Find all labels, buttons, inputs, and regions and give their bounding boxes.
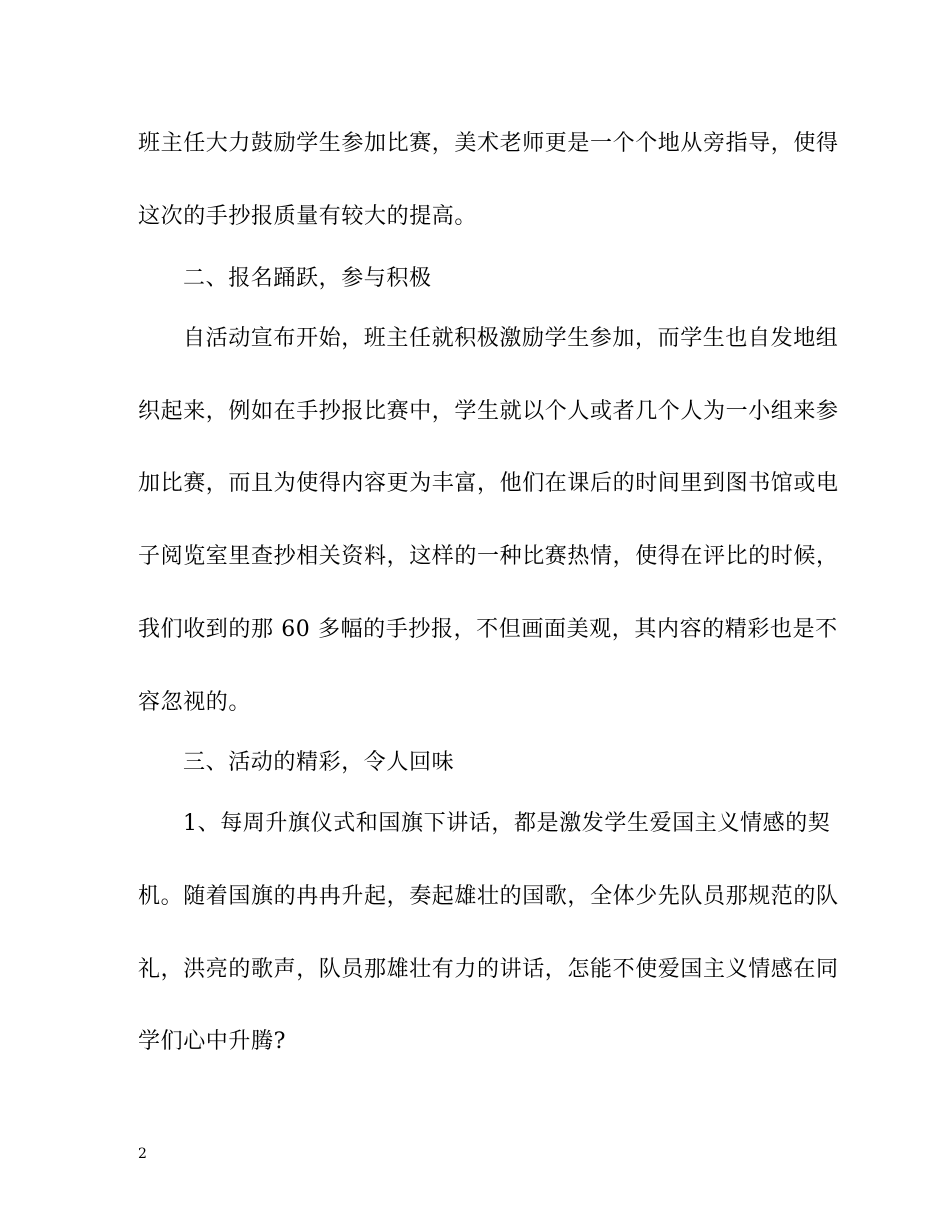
paragraph-line: 容忽视的。 [138, 690, 252, 715]
paragraph-line: 学们心中升腾? [138, 1029, 286, 1054]
paragraph-line: 这次的手抄报质量有较大的提高。 [138, 204, 478, 229]
paragraph-line: 1、每周升旗仪式和国旗下讲话，都是激发学生爱国主义情感的契 [183, 811, 831, 836]
paragraph-line: 机。随着国旗的冉冉升起，奏起雄壮的国歌，全体少先队员那规范的队 [138, 884, 839, 909]
paragraph-line: 自活动宣布开始，班主任就积极激励学生参加，而学生也自发地组 [183, 326, 839, 351]
paragraph-line: 子阅览室里查抄相关资料，这样的一种比赛热情，使得在评比的时候， [138, 544, 839, 569]
paragraph-line: 班主任大力鼓励学生参加比赛，美术老师更是一个个地从旁指导，使得 [138, 131, 839, 156]
section-heading: 二、报名踊跃，参与积极 [183, 266, 432, 291]
page-number: 2 [138, 1146, 147, 1162]
paragraph-line: 加比赛，而且为使得内容更为丰富，他们在课后的时间里到图书馆或电 [138, 471, 839, 496]
section-heading: 三、活动的精彩，令人回味 [183, 750, 455, 775]
paragraph-line: 织起来，例如在手抄报比赛中，学生就以个人或者几个人为一小组来参 [138, 399, 839, 424]
paragraph-line: 礼，洪亮的歌声，队员那雄壮有力的讲话，怎能不使爱国主义情感在同 [138, 957, 839, 982]
paragraph-line: 我们收到的那 60 多幅的手抄报，不但画面美观，其内容的精彩也是不 [138, 617, 838, 642]
